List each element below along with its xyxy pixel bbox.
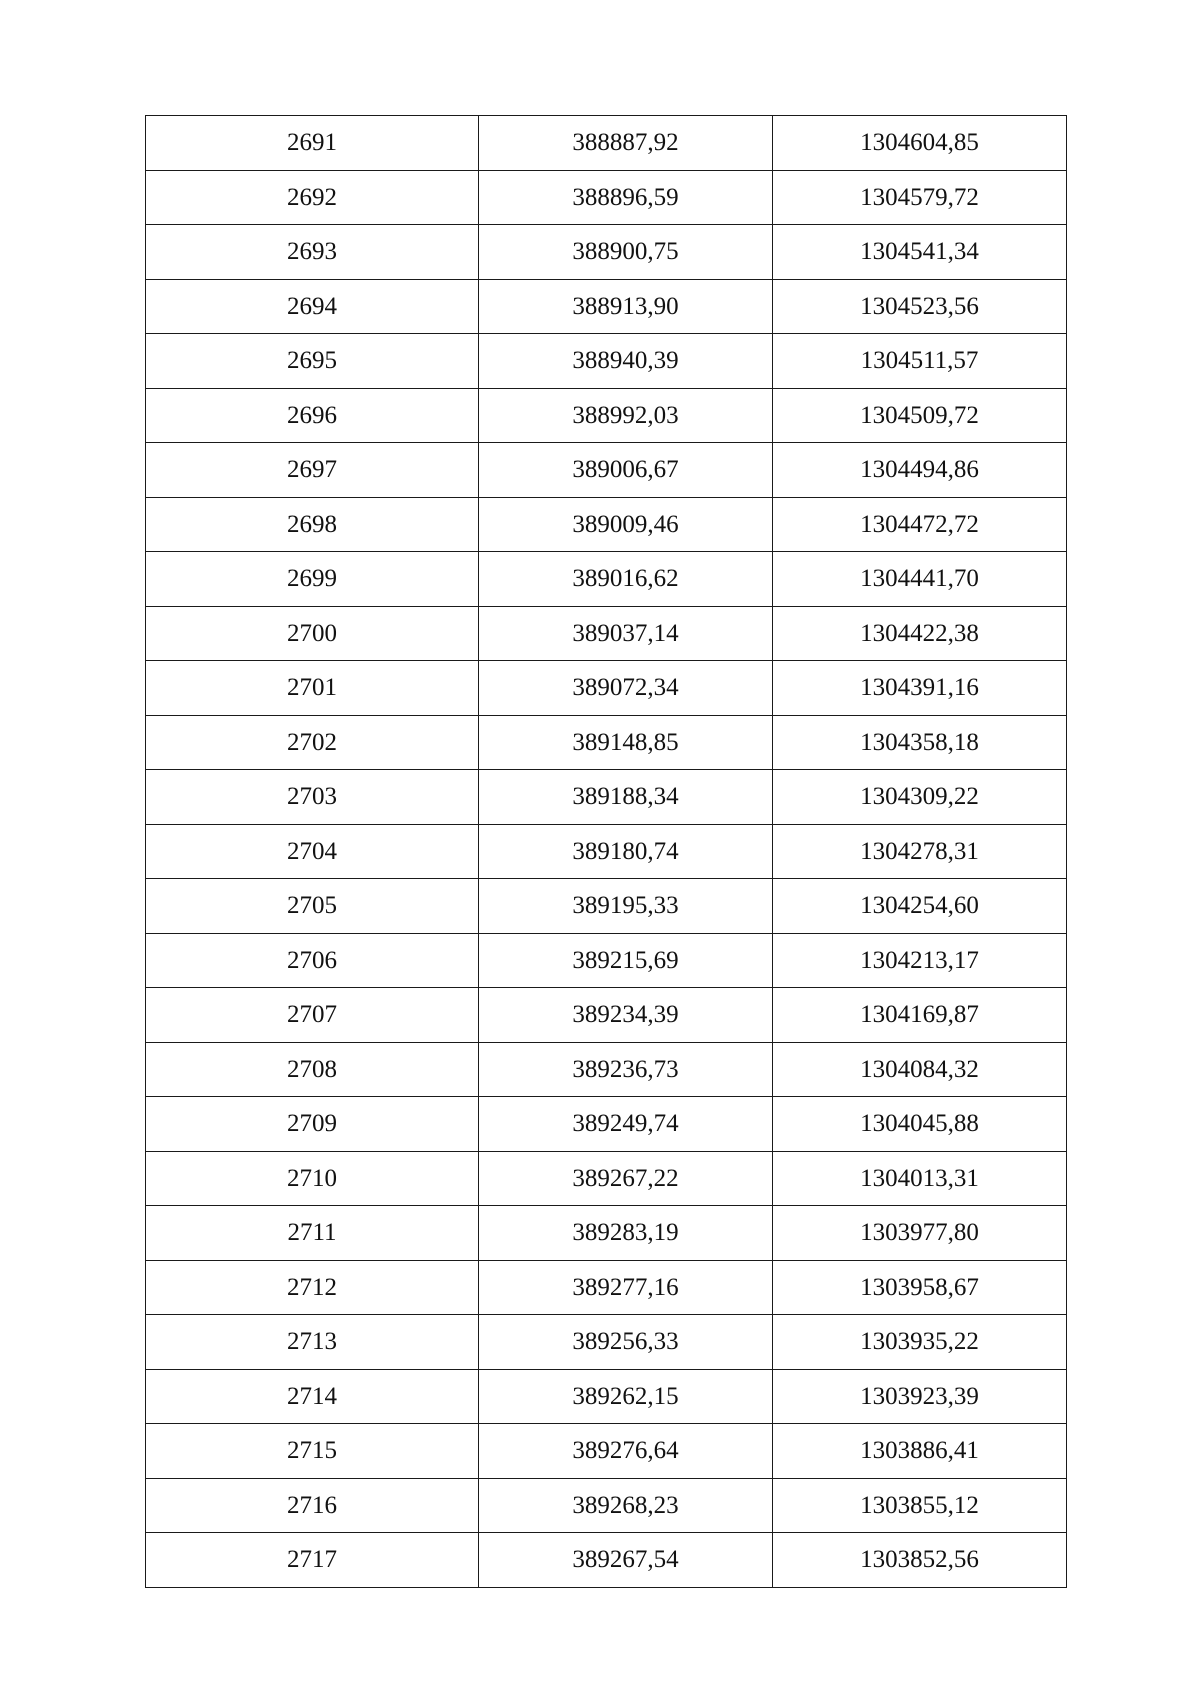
x-coordinate-cell: 389267,54 — [479, 1533, 773, 1588]
x-coordinate-cell: 389195,33 — [479, 879, 773, 934]
point-number-cell: 2704 — [146, 824, 479, 879]
point-number-cell: 2717 — [146, 1533, 479, 1588]
y-coordinate-cell: 1304309,22 — [773, 770, 1067, 825]
x-coordinate-cell: 389236,73 — [479, 1042, 773, 1097]
y-coordinate-cell: 1304523,56 — [773, 279, 1067, 334]
x-coordinate-cell: 389262,15 — [479, 1369, 773, 1424]
point-number-cell: 2691 — [146, 116, 479, 171]
y-coordinate-cell: 1304013,31 — [773, 1151, 1067, 1206]
x-coordinate-cell: 389037,14 — [479, 606, 773, 661]
x-coordinate-cell: 389006,67 — [479, 443, 773, 498]
x-coordinate-cell: 389016,62 — [479, 552, 773, 607]
table-row — [146, 715, 1067, 770]
y-coordinate-cell: 1304422,38 — [773, 606, 1067, 661]
x-coordinate-cell: 388887,92 — [479, 116, 773, 171]
y-coordinate-cell: 1303958,67 — [773, 1260, 1067, 1315]
point-number-cell: 2711 — [146, 1206, 479, 1261]
x-coordinate-cell: 389276,64 — [479, 1424, 773, 1479]
table-row — [146, 388, 1067, 443]
x-coordinate-cell: 389267,22 — [479, 1151, 773, 1206]
point-number-cell: 2716 — [146, 1478, 479, 1533]
y-coordinate-cell: 1304358,18 — [773, 715, 1067, 770]
coordinates-table — [145, 115, 1067, 1588]
y-coordinate-cell: 1304579,72 — [773, 170, 1067, 225]
y-coordinate-cell: 1304278,31 — [773, 824, 1067, 879]
table-row — [146, 1260, 1067, 1315]
point-number-cell: 2703 — [146, 770, 479, 825]
y-coordinate-cell: 1304604,85 — [773, 116, 1067, 171]
x-coordinate-cell: 389283,19 — [479, 1206, 773, 1261]
x-coordinate-cell: 388900,75 — [479, 225, 773, 280]
point-number-cell: 2692 — [146, 170, 479, 225]
y-coordinate-cell: 1304169,87 — [773, 988, 1067, 1043]
x-coordinate-cell: 389148,85 — [479, 715, 773, 770]
x-coordinate-cell: 389188,34 — [479, 770, 773, 825]
y-coordinate-cell: 1303977,80 — [773, 1206, 1067, 1261]
table-row — [146, 1206, 1067, 1261]
point-number-cell: 2715 — [146, 1424, 479, 1479]
y-coordinate-cell: 1304045,88 — [773, 1097, 1067, 1152]
y-coordinate-cell: 1304494,86 — [773, 443, 1067, 498]
table-row — [146, 1424, 1067, 1479]
x-coordinate-cell: 389268,23 — [479, 1478, 773, 1533]
x-coordinate-cell: 389277,16 — [479, 1260, 773, 1315]
point-number-cell: 2693 — [146, 225, 479, 280]
point-number-cell: 2700 — [146, 606, 479, 661]
table-row — [146, 1315, 1067, 1370]
table-row — [146, 988, 1067, 1043]
table-row — [146, 824, 1067, 879]
x-coordinate-cell: 389009,46 — [479, 497, 773, 552]
point-number-cell: 2695 — [146, 334, 479, 389]
table-row — [146, 1369, 1067, 1424]
x-coordinate-cell: 389215,69 — [479, 933, 773, 988]
x-coordinate-cell: 388896,59 — [479, 170, 773, 225]
y-coordinate-cell: 1304541,34 — [773, 225, 1067, 280]
table-row — [146, 933, 1067, 988]
table-row — [146, 606, 1067, 661]
y-coordinate-cell: 1304509,72 — [773, 388, 1067, 443]
point-number-cell: 2707 — [146, 988, 479, 1043]
point-number-cell: 2697 — [146, 443, 479, 498]
point-number-cell: 2708 — [146, 1042, 479, 1097]
table-row — [146, 225, 1067, 280]
point-number-cell: 2698 — [146, 497, 479, 552]
y-coordinate-cell: 1304084,32 — [773, 1042, 1067, 1097]
point-number-cell: 2714 — [146, 1369, 479, 1424]
y-coordinate-cell: 1304391,16 — [773, 661, 1067, 716]
y-coordinate-cell: 1303886,41 — [773, 1424, 1067, 1479]
table-row — [146, 1151, 1067, 1206]
table-row — [146, 1533, 1067, 1588]
point-number-cell: 2709 — [146, 1097, 479, 1152]
coordinates-table-body — [146, 116, 1067, 1588]
y-coordinate-cell: 1304254,60 — [773, 879, 1067, 934]
y-coordinate-cell: 1304511,57 — [773, 334, 1067, 389]
y-coordinate-cell: 1303852,56 — [773, 1533, 1067, 1588]
table-row — [146, 879, 1067, 934]
x-coordinate-cell: 388940,39 — [479, 334, 773, 389]
point-number-cell: 2702 — [146, 715, 479, 770]
point-number-cell: 2701 — [146, 661, 479, 716]
y-coordinate-cell: 1304441,70 — [773, 552, 1067, 607]
x-coordinate-cell: 388992,03 — [479, 388, 773, 443]
table-row — [146, 170, 1067, 225]
point-number-cell: 2713 — [146, 1315, 479, 1370]
table-row — [146, 661, 1067, 716]
point-number-cell: 2706 — [146, 933, 479, 988]
y-coordinate-cell: 1304472,72 — [773, 497, 1067, 552]
point-number-cell: 2712 — [146, 1260, 479, 1315]
table-row — [146, 1042, 1067, 1097]
table-row — [146, 497, 1067, 552]
table-row — [146, 116, 1067, 171]
x-coordinate-cell: 389256,33 — [479, 1315, 773, 1370]
point-number-cell: 2699 — [146, 552, 479, 607]
point-number-cell: 2705 — [146, 879, 479, 934]
table-row — [146, 279, 1067, 334]
x-coordinate-cell: 389072,34 — [479, 661, 773, 716]
point-number-cell: 2694 — [146, 279, 479, 334]
point-number-cell: 2710 — [146, 1151, 479, 1206]
table-row — [146, 1097, 1067, 1152]
table-row — [146, 334, 1067, 389]
x-coordinate-cell: 389234,39 — [479, 988, 773, 1043]
x-coordinate-cell: 388913,90 — [479, 279, 773, 334]
x-coordinate-cell: 389180,74 — [479, 824, 773, 879]
y-coordinate-cell: 1303935,22 — [773, 1315, 1067, 1370]
table-row — [146, 770, 1067, 825]
y-coordinate-cell: 1304213,17 — [773, 933, 1067, 988]
point-number-cell: 2696 — [146, 388, 479, 443]
y-coordinate-cell: 1303855,12 — [773, 1478, 1067, 1533]
y-coordinate-cell: 1303923,39 — [773, 1369, 1067, 1424]
x-coordinate-cell: 389249,74 — [479, 1097, 773, 1152]
table-row — [146, 443, 1067, 498]
table-row — [146, 1478, 1067, 1533]
table-row — [146, 552, 1067, 607]
